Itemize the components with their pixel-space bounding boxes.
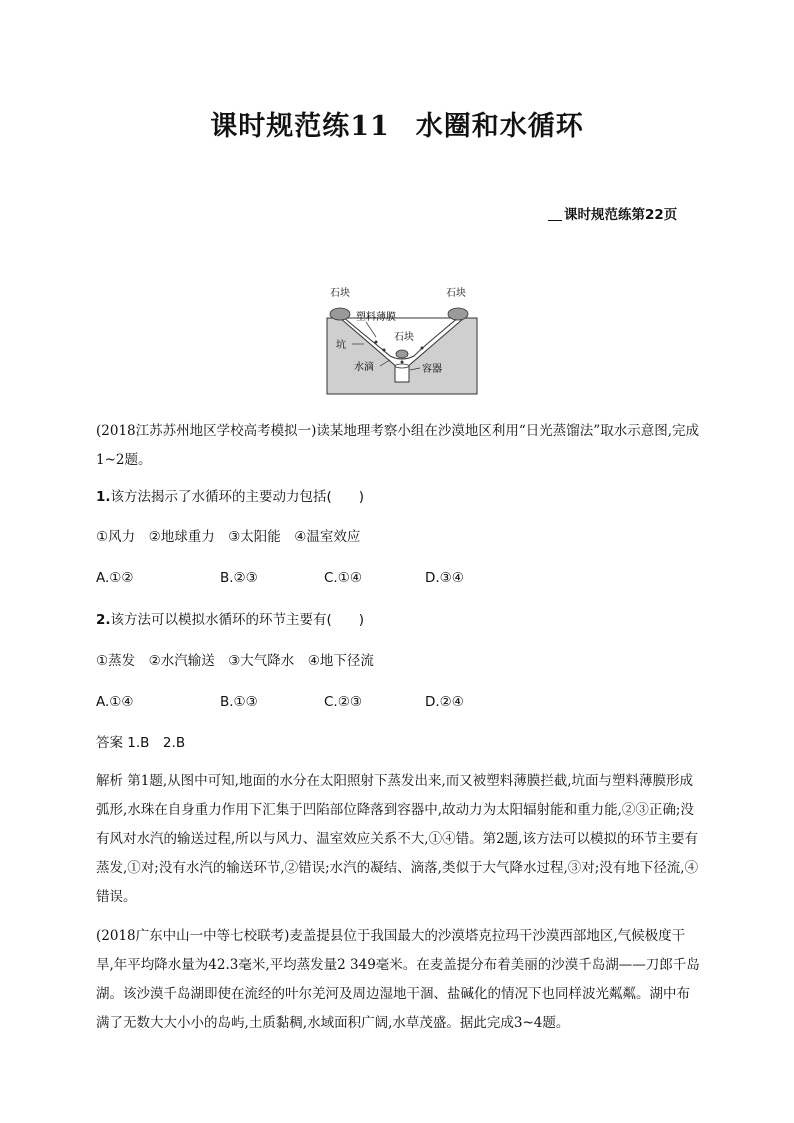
stone-left-shape	[330, 308, 350, 320]
intro-paragraph-1: (2018江苏苏州地区学校高考模拟一)读某地理考察小组在沙漠地区利用“日光蒸馏法”取水示意图,完成1~2题。	[96, 423, 699, 468]
question-1-items: ①风力 ②地球重力 ③太阳能 ④温室效应	[96, 529, 361, 545]
label-droplet: 水滴	[354, 362, 374, 373]
droplet-1	[375, 341, 378, 344]
droplet-4	[401, 361, 404, 364]
q2-option-b: B.①③	[220, 694, 258, 710]
q2-option-d: D.②④	[425, 694, 464, 710]
page-title	[0, 104, 794, 143]
stone-center-shape	[396, 350, 408, 358]
q2-option-c: C.②③	[324, 694, 362, 710]
analysis-label: 解析	[96, 773, 123, 789]
q1-option-d: D.③④	[425, 570, 464, 586]
title-part2: 水圈和水循环	[415, 111, 584, 142]
label-stone-center: 石块	[394, 332, 414, 343]
intro-paragraph-2: (2018广东中山一中等七校联考)麦盖提县位于我国最大的沙漠塔克拉玛干沙漠西部地区,气候极度干旱,年平均降水量为42.3毫米,平均蒸发量2 349毫米。在麦盖提分布着美丽的沙漠千岛湖——刀郎千岛湖。该沙漠千岛湖即使在流经的叶尔羌河及周边湿地干涸、盐碱化的情况下也同样波光粼粼。湖中布满了无数大大小小的岛屿,土质黏稠,水域面积广阔,水草茂盛。据此完成3~4题。	[96, 928, 700, 1031]
label-stone-right: 石块	[446, 288, 466, 299]
q1-option-a: A.①②	[96, 570, 134, 586]
question-2-number: 2.	[96, 612, 111, 628]
answer-text: 1.B 2.B	[123, 735, 186, 751]
question-2-stem: 该方法可以模拟水循环的环节主要有( )	[110, 612, 365, 628]
question-2-items: ①蒸发 ②水汽输送 ③大气降水 ④地下径流	[96, 653, 374, 669]
page-reference-text: 课时规范练第22页	[564, 207, 678, 223]
solar-still-diagram	[318, 282, 484, 398]
container-rim	[395, 364, 409, 368]
label-stone-left: 石块	[330, 288, 350, 299]
answer-label: 答案	[96, 735, 123, 751]
q1-option-b: B.②③	[220, 570, 258, 586]
question-1-stem: 该方法揭示了水循环的主要动力包括( )	[110, 489, 365, 505]
analysis-paragraph	[96, 767, 700, 912]
stone-right-shape	[448, 308, 468, 320]
question-1-number: 1.	[96, 489, 111, 505]
solar-still-figure	[318, 282, 484, 398]
q1-option-c: C.①④	[324, 570, 362, 586]
title-part1: 课时规范练11	[210, 111, 390, 142]
label-pit: 坑	[336, 340, 346, 351]
analysis-text: 第1题,从图中可知,地面的水分在太阳照射下蒸发出来,而又被塑料薄膜拦截,坑面与塑料薄膜形成弧形,水珠在自身重力作用下汇集于凹陷部位降落到容器中,故动力为太阳辐射能和重力能,②③正确;没有风对水汽的输送过程,所以与风力、温室效应关系不大,①④错。第2题,该方法可以模拟的环节主要有蒸发,①对;没有水汽的输送环节,②错误;水汽的凝结、滴落,类似于大气降水过程,③对;没有地下径流,④错误。	[96, 773, 699, 905]
page-reference	[548, 203, 677, 223]
label-film: 塑料薄膜	[356, 312, 396, 323]
droplet-3	[421, 347, 424, 350]
droplet-2	[383, 349, 386, 352]
question-2	[96, 607, 700, 633]
question-1	[96, 484, 700, 510]
label-container: 容器	[422, 364, 442, 375]
answer-line	[96, 730, 700, 756]
q2-option-a: A.①④	[96, 694, 134, 710]
